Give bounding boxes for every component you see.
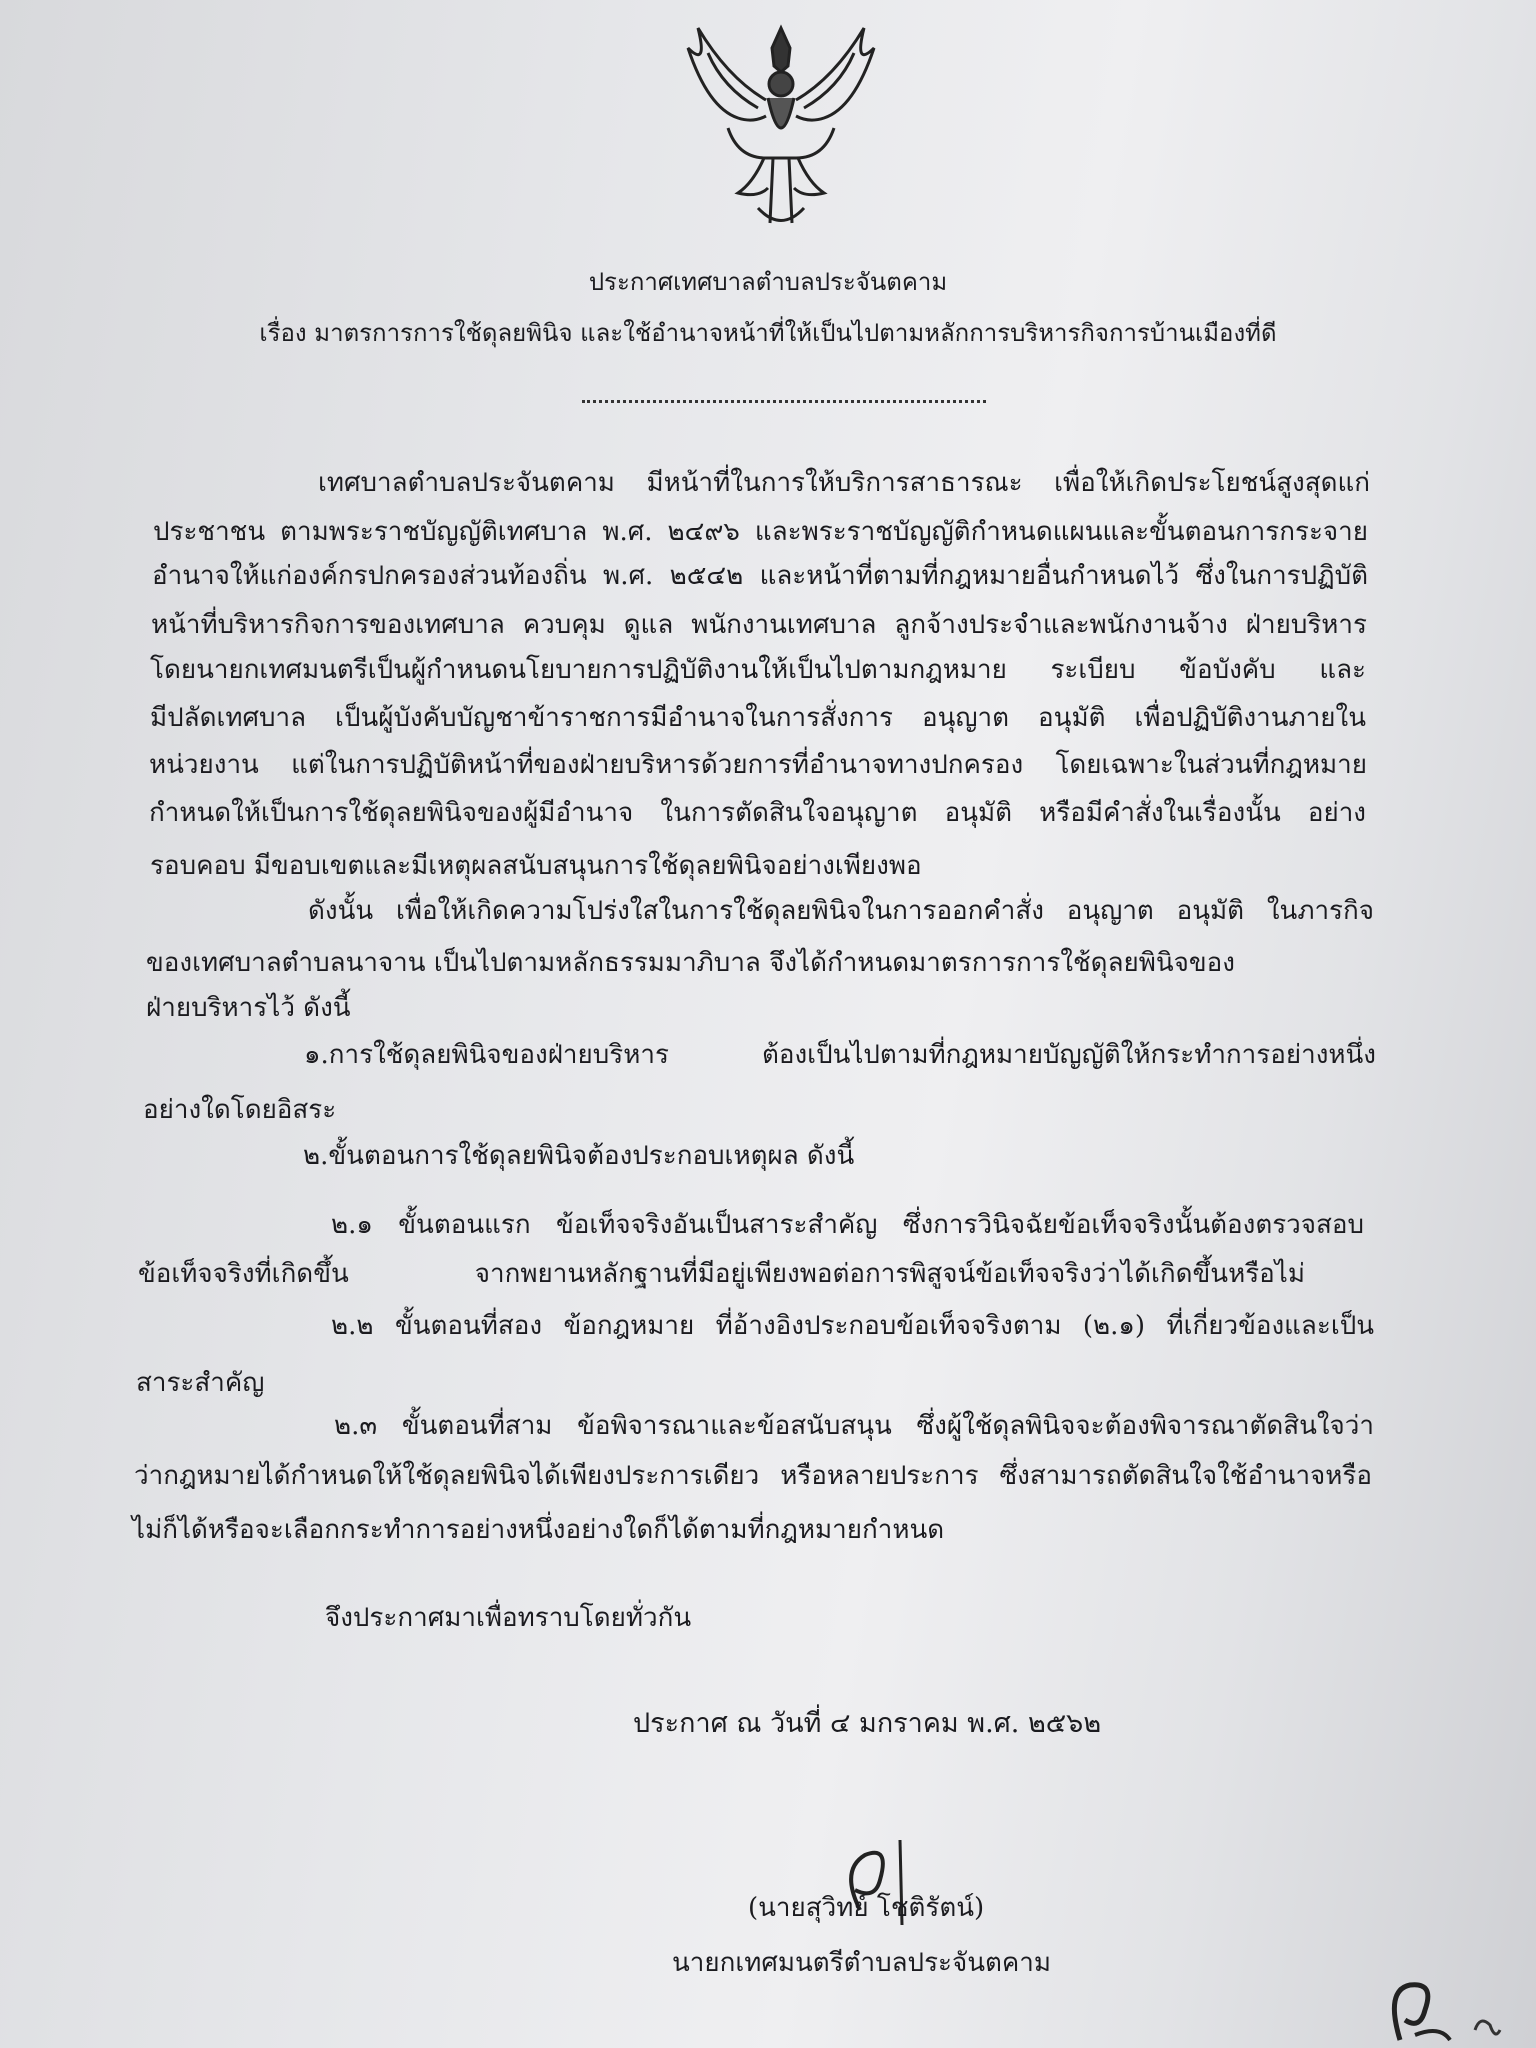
announcement-title: ประกาศเทศบาลตำบลประจันตคาม bbox=[588, 268, 948, 296]
body-line: อำนาจให้แก่องค์กรปกครองส่วนท้องถิ่น พ.ศ. ๒๕๔๒ และหน้าที่ตามที่กฎหมายอื่นกำหนดไว้ ซึ่งในการปฏิบัติ bbox=[152, 561, 1368, 591]
announcement-subject: เรื่อง มาตรการการใช้ดุลยพินิจ และใช้อำนาจหน้าที่ให้เป็นไปตามหลักการบริหารกิจการบ้านเมืองที่ดี bbox=[259, 319, 1277, 347]
signer-position: นายกเทศมนตรีตำบลประจันตคาม bbox=[672, 1948, 1052, 1978]
closing-statement: จึงประกาศมาเพื่อทราบโดยทั่วกัน bbox=[325, 1603, 692, 1633]
body-line: ของเทศบาลตำบลนาจาน เป็นไปตามหลักธรรมมาภิบาล จึงได้กำหนดมาตรการการใช้ดุลยพินิจของ bbox=[146, 948, 1235, 978]
body-line: ฝ่ายบริหารไว้ ดังนี้ bbox=[146, 993, 351, 1023]
body-line: หน้าที่บริหารกิจการของเทศบาล ควบคุม ดูแล พนักงานเทศบาล ลูกจ้างประจำและพนักงานจ้าง ฝ่ายบริหาร bbox=[151, 610, 1367, 640]
dotted-divider bbox=[582, 400, 986, 403]
signer-name: (นายสุวิทย์ โชติรัตน์) bbox=[748, 1893, 985, 1923]
list-item-2-1: ๒.๑ ขั้นตอนแรก ข้อเท็จจริงอันเป็นสาระสำคัญ ซึ่งการวินิจฉัยข้อเท็จจริงนั้นต้องตรวจสอบ bbox=[331, 1210, 1364, 1240]
body-line: ดังนั้น เพื่อให้เกิดความโปร่งใสในการใช้ดุลยพินิจในการออกคำสั่ง อนุญาต อนุมัติ ในภารกิจ bbox=[308, 896, 1374, 926]
body-line: ประชาชน ตามพระราชบัญญัติเทศบาล พ.ศ. ๒๔๙๖ และพระราชบัญญัติกำหนดแผนและขั้นตอนการกระจาย bbox=[153, 517, 1368, 547]
body-line: หน่วยงาน แต่ในการปฏิบัติหน้าที่ของฝ่ายบริหารด้วยการที่อำนาจทางปกครอง โดยเฉพาะในส่วนที่กฎหมาย bbox=[149, 750, 1367, 780]
body-line: โดยนายกเทศมนตรีเป็นผู้กำหนดนโยบายการปฏิบัติงานให้เป็นไปตามกฎหมาย ระเบียบ ข้อบังคับ และ bbox=[150, 655, 1366, 685]
list-item-1: ๑.การใช้ดุลยพินิจของฝ่ายบริหาร ต้องเป็นไปตามที่กฎหมายบัญญัติให้กระทำการอย่างหนึ่ง bbox=[304, 1040, 1376, 1070]
body-line: มีปลัดเทศบาล เป็นผู้บังคับบัญชาข้าราชการมีอำนาจในการสั่งการ อนุญาต อนุมัติ เพื่อปฏิบัติงานภายใน bbox=[150, 703, 1366, 733]
handwritten-initials-icon bbox=[1380, 1930, 1520, 2048]
body-line: รอบคอบ มีขอบเขตและมีเหตุผลสนับสนุนการใช้ดุลยพินิจอย่างเพียงพอ bbox=[150, 851, 922, 881]
list-item-2-1-cont: ข้อเท็จจริงที่เกิดขึ้น จากพยานหลักฐานที่มีอยู่เพียงพอต่อการพิสูจน์ข้อเท็จจริงว่าได้เกิดขึ้นหรือไม่ bbox=[138, 1259, 1305, 1289]
list-item-2-2: ๒.๒ ขั้นตอนที่สอง ข้อกฎหมาย ที่อ้างอิงประกอบข้อเท็จจริงตาม (๒.๑) ที่เกี่ยวข้องและเป็น bbox=[331, 1311, 1374, 1341]
list-item-2-3-cont: ว่ากฎหมายได้กำหนดให้ใช้ดุลยพินิจได้เพียงประการเดียว หรือหลายประการ ซึ่งสามารถตัดสินใจใช้อำนาจหรือ bbox=[134, 1461, 1372, 1491]
announcement-date: ประกาศ ณ วันที่ ๔ มกราคม พ.ศ. ๒๕๖๒ bbox=[633, 1708, 1102, 1739]
list-item-2-3-cont: ไม่ก็ได้หรือจะเลือกกระทำการอย่างหนึ่งอย่างใดก็ได้ตามที่กฎหมายกำหนด bbox=[132, 1515, 945, 1545]
body-line: เทศบาลตำบลประจันตคาม มีหน้าที่ในการให้บริการสาธารณะ เพื่อให้เกิดประโยชน์สูงสุดแก่ bbox=[318, 468, 1370, 498]
list-item-2-2-cont: สาระสำคัญ bbox=[136, 1368, 265, 1398]
list-item-2-3: ๒.๓ ขั้นตอนที่สาม ข้อพิจารณาและข้อสนับสนุน ซึ่งผู้ใช้ดุลพินิจจะต้องพิจารณาตัดสินใจว่า bbox=[334, 1411, 1374, 1441]
list-item-1-cont: อย่างใดโดยอิสระ bbox=[143, 1095, 337, 1125]
list-item-2: ๒.ขั้นตอนการใช้ดุลยพินิจต้องประกอบเหตุผล ดังนี้ bbox=[303, 1141, 855, 1171]
garuda-emblem-icon bbox=[668, 8, 894, 233]
body-line: กำหนดให้เป็นการใช้ดุลยพินิจของผู้มีอำนาจ ในการตัดสินใจอนุญาต อนุมัติ หรือมีคำสั่งในเรื่องนั้น อย่าง bbox=[149, 798, 1366, 828]
